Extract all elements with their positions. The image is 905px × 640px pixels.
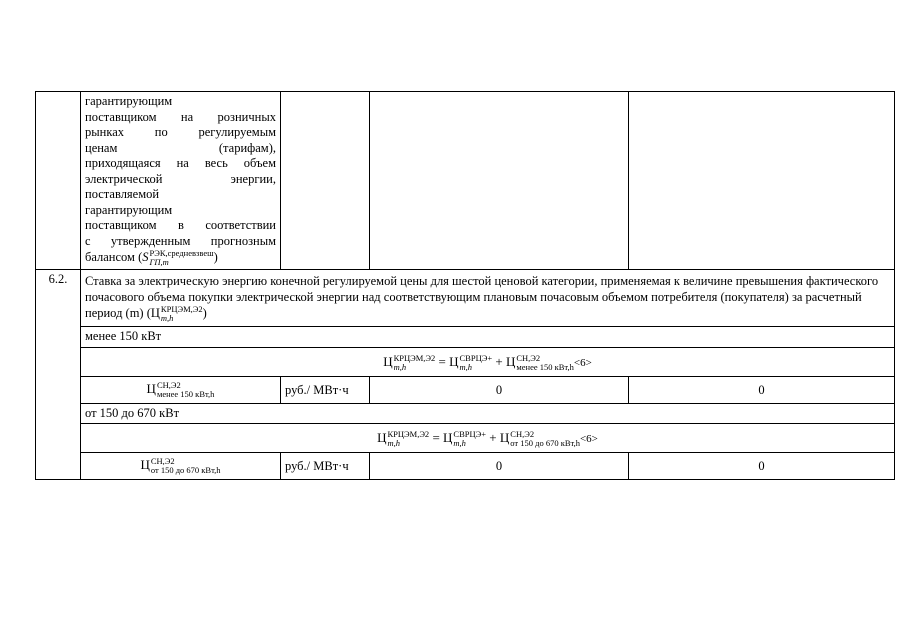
section-suffix: ) [202, 305, 207, 320]
formula-symbol: Ц [505, 353, 516, 369]
formula-sub: менее 150 кВт,h [516, 361, 574, 372]
description-line: электрической энергии, [85, 171, 276, 186]
description-line: поставщиком на розничных [85, 109, 276, 124]
formula-eq: = [438, 353, 446, 369]
formula-sup: КРЦЭМ,Э2 [393, 352, 436, 363]
formula-cell [81, 424, 895, 453]
balance-sup: РЭК,средневзвеш [149, 248, 214, 258]
balance-indices [150, 249, 214, 267]
balance-suffix: ) [213, 249, 218, 264]
table-row-values-a [36, 376, 895, 403]
tse-indices [161, 305, 203, 323]
value-sub: менее 150 кВт,h [156, 388, 215, 399]
table-row-label-b [36, 403, 895, 424]
formula-cell [81, 347, 895, 376]
description-line: гарантирующим [85, 202, 173, 217]
value-symbol: Ц [146, 380, 156, 396]
balance-sub: ГП,m [149, 257, 169, 267]
formula-plus: + [489, 430, 497, 446]
formula-symbol: Ц [377, 430, 387, 446]
formula-symbol: Ц [449, 353, 459, 369]
formula-symbol: Ц [443, 430, 453, 446]
formula-sub: от 150 до 670 кВт,h [510, 438, 580, 449]
table-row-continued [36, 92, 895, 270]
unit-cell: руб./ МВт·ч [281, 376, 370, 403]
value1-cell: 0 [370, 453, 629, 480]
formula-sub: m,h [387, 438, 400, 449]
symbol-cell [81, 376, 281, 403]
power-range-label: от 150 до 670 кВт [81, 403, 895, 424]
description-line: приходящаяся на весь объем [85, 156, 276, 170]
balance-symbol: S [142, 249, 149, 264]
tse-symbol: Ц [150, 305, 160, 320]
section-text: Ставка за электрическую энергию конечной регулируемой цены для шестой ценовой категории, применяемая к величине превышения фактического почасового объема покупки электрической энергии над соответствующим плановым почасовым объемом потребителя (покупателя) за расчетный период (m) ( [85, 274, 879, 320]
number-cell-empty [36, 92, 81, 270]
balance-prefix: балансом ( [85, 249, 143, 264]
value-indices [151, 457, 221, 475]
tariff-table [35, 91, 895, 480]
formula-plus: + [495, 353, 503, 369]
power-range-label: менее 150 кВт [81, 327, 895, 348]
row-number: 6.2. [36, 270, 81, 480]
value1-cell: 0 [370, 376, 629, 403]
formula-indices [516, 354, 574, 372]
formula-sup: СВРЦЭ+ [459, 352, 493, 363]
formula-sup: КРЦЭМ,Э2 [387, 429, 430, 440]
description-line: гарантирующим [85, 94, 173, 108]
value1-cell-empty [370, 92, 629, 270]
formula-sup: СВРЦЭ+ [453, 429, 487, 440]
value-symbol: Ц [140, 457, 150, 473]
formula-sup: СН,Э2 [516, 352, 541, 363]
value2-cell: 0 [629, 376, 895, 403]
formula-indices [387, 430, 429, 448]
value-indices [157, 381, 215, 399]
table-row-6-2 [36, 270, 895, 327]
formula-symbol: Ц [383, 353, 393, 369]
formula-indices [453, 430, 486, 448]
description-last-line [85, 249, 276, 267]
formula-indices [460, 354, 493, 372]
description-line: поставщиком в соответствии [85, 218, 276, 232]
unit-cell-empty [281, 92, 370, 270]
section-heading [81, 270, 895, 327]
formula-sub: m,h [459, 361, 473, 372]
value2-cell: 0 [629, 453, 895, 480]
formula-symbol: Ц [499, 430, 510, 446]
description-line: с утвержденным прогнозным [85, 233, 276, 248]
value-sup: СН,Э2 [156, 379, 181, 390]
description-line: поставляемой [85, 187, 160, 201]
formula-sup: СН,Э2 [510, 429, 535, 440]
table-row-values-b [36, 453, 895, 480]
tse-sup: КРЦЭМ,Э2 [160, 304, 203, 314]
description-line: ценам (тарифам), [85, 140, 276, 155]
table-row-formula-a [36, 347, 895, 376]
formula-sub: m,h [453, 438, 466, 449]
formula-sub: m,h [393, 361, 407, 372]
footnote-ref: <6> [573, 356, 592, 369]
value-sub: от 150 до 670 кВт,h [150, 465, 221, 476]
value-sup: СН,Э2 [150, 456, 175, 467]
unit-cell: руб./ МВт·ч [281, 453, 370, 480]
description-line: рынках по регулируемым [85, 125, 276, 139]
value2-cell-empty [629, 92, 895, 270]
table-row-formula-b [36, 424, 895, 453]
formula-indices [394, 354, 436, 372]
table-row-label-a [36, 327, 895, 348]
footnote-ref: <6> [579, 433, 598, 446]
tse-sub: m,h [160, 313, 174, 323]
description-cell [81, 92, 281, 270]
symbol-cell [81, 453, 281, 480]
formula-eq: = [432, 430, 440, 446]
formula-indices [510, 430, 580, 448]
